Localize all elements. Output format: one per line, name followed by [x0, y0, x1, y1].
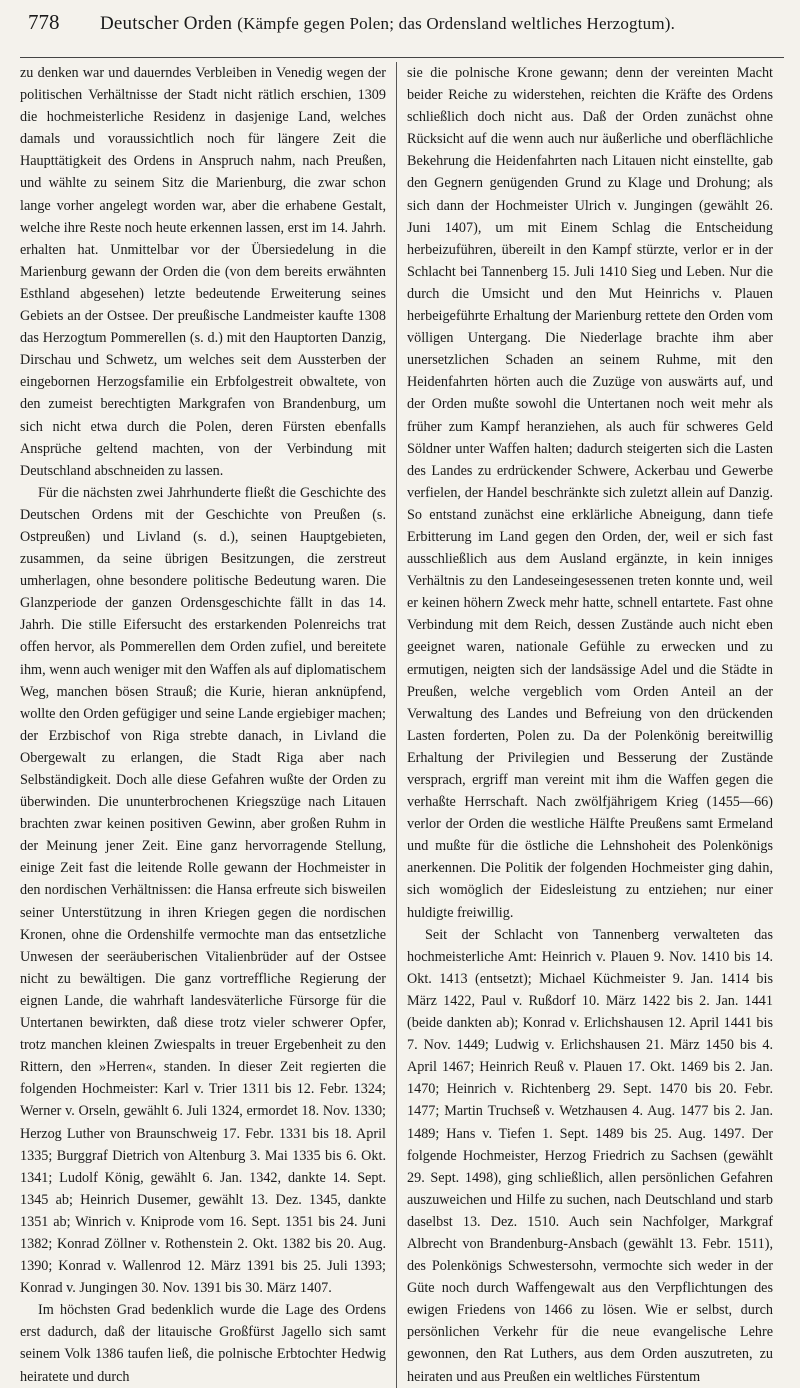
- paragraph: Für die nächsten zwei Jahrhunderte fließt die Geschichte des Deutschen Ordens mit der Geschichte von Preußen (s. Ostpreußen) und Livland (s. d.), seinen Hauptgebieten, zusammen, da seine übrigen Besitzungen, die zerstreut umherlagen, ohne besondere politische Bedeutung waren. Die Glanzperiode der ganzen Ordensgeschichte fällt in das 14. Jahrh. Die stille Eifersucht des erstarkenden Polenreichs trat offen hervor, als Pommerellen dem Orden zufiel, und bereitete ihm, wenn auch weniger mit den Waffen als auf diplomatischem Weg, manchen bösen Strauß; die Kurie, hieran anknüpfend, wollte den Orden gefügiger und seine Lande ergiebiger machen; der Erzbischof von Riga strebte danach, in Livland die Obergewalt zu erlangen, die Stadt Riga aber nach Selbständigkeit. Doch alle diese Gefahren wußte der Orden zu überwinden. Die ununterbrochenen Kriegszüge nach Litauen brachten zwar keinen positiven Gewinn, aber großen Ruhm in der Meinung jener Zeit. Eine ganz hervorragende Stellung, einige Zeit fast die leitende Rolle gewann der Hochmeister in den nordischen Verhältnissen: die Hansa erfreute sich bisweilen seiner Unterstützung in ihren Kriegen gegen die nordischen Kronen, ohne die Ordenshilfe vermochte man das entsetzliche Unwesen der seeräuberischen Vitalienbrüder auf der Ostsee nicht zu bewältigen. Die ganz vortreffliche Regierung der eignen Lande, die wahrhaft landesväterliche Fürsorge für die Untertanen bewirkten, daß diese trotz vieler schwerer Opfer, trotz manchen kleinen Zwiespalts in treuer Ergebenheit zu den Rittern, den »Herren«, standen. In dieser Zeit regierten die folgenden Hochmeister: Karl v. Trier 1311 bis 12. Febr. 1324; Werner v. Orseln, gewählt 6. Juli 1324, ermordet 18. Nov. 1330; Herzog Luther von Braunschweig 17. Febr. 1331 bis 18. April 1335; Burggraf Dietrich von Altenburg 3. Mai 1335 bis 6. Okt. 1341; Ludolf König, gewählt 6. Jan. 1342, dankte 14. Sept. 1345 ab; Heinrich Dusemer, gewählt 13. Dez. 1345, dankte 1351 ab; Winrich v. Kniprode vom 16. Sept. 1351 bis 24. Juni 1382; Konrad Zöllner v. Rothenstein 2. Okt. 1382 bis 20. Aug. 1390; Konrad v. Wallenrod 12. März 1391 bis 25. Juli 1393; Konrad v. Jungingen 30. Nov. 1391 bis 30. März 1407.: [20, 484, 386, 1297]
- right-column: [397, 62, 773, 1388]
- left-column: [20, 62, 396, 1388]
- paragraph: sie die polnische Krone gewann; denn der vereinten Macht beider Reiche zu widerstehen, reichten die Kräfte des Ordens schließlich doch nicht aus. Daß der Orden zunächst ohne Rücksicht auf die wenn auch nur äußerliche und oberflächliche Bekehrung die Heidenfahrten nach Litauen nicht einstellte, gab den Gegnern genügenden Grund zu Klage und Drohung; als sich dann der Hochmeister Ulrich v. Jungingen (gewählt 26. Juni 1407), um mit Einem Schlag die Entscheidung herbeizuführen, übereilt in den Kampf stürzte, verlor er in der Schlacht bei Tannenberg 15. Juli 1410 Sieg und Leben. Nur die durch die Umsicht und den Mut Heinrichs v. Plauen herbeigeführte Erhaltung der Marienburg rettete den Orden vom völligen Untergang. Die Niederlage brachte ihm aber unersetzlichen Schaden an seinem Ruhme, mit den Heidenfahrten hörten auch die Zuzüge von auswärts auf, und der Orden mußte sowohl die Untertanen noch weit mehr als früher zum Kampf heranziehen, als auch für schweres Geld Söldner unter Waffen halten; dadurch steigerten sich die Lasten des Landes zu erdrückender Schwere, Ackerbau und Gewerbe verfielen, der Handel beschränkte sich zuletzt allein auf Danzig. So entstand zunächst eine erklärliche Abneigung, dann tiefe Erbitterung im Land gegen den Orden, der, weil er sich fast ausschließlich aus dem Ausland ergänzte, in kein inniges Verhältnis zu den Landeseingesessenen treten konnte und, weil er keinen höhern Zweck mehr hatte, schnell entartete. Fast ohne Verbindung mit dem Reich, dessen Zustände auch nicht eben geeignet waren, nationale Gefühle zu erwecken und zu ermutigen, neigten sich der landsässige Adel und die Städte in Preußen, welche vergeblich vom Orden Anteil an der Verwaltung des Landes und Befreiung von den drückenden Lasten forderten, Polen zu. Da der Polenkönig bereitwillig Erhaltung der Privilegien und Besserung der Zustände versprach, ergriff man vereint mit ihm die Waffen gegen die verhaßte Herrschaft. Nach zwölfjährigem Krieg (1455—66) verlor der Orden die westliche Hälfte Preußens samt Ermeland und mußte für die östliche die Lehnshoheit des Polenkönigs anerkennen. Die Politik der folgenden Hochmeister ging dahin, sich womöglich der Eidesleistung zu entziehen; nur einer huldigte freiwillig.: [407, 65, 773, 921]
- paragraph: Im höchsten Grad bedenklich wurde die Lage des Ordens erst dadurch, daß der litauische Großfürst Jagello sich samt seinem Volk 1386 taufen ließ, die polnische Erbtochter Hedwig heiratete und durch: [20, 1302, 386, 1385]
- text-columns: [20, 62, 784, 1388]
- paragraph: zu denken war und dauerndes Verbleiben in Venedig wegen der politischen Verhältnisse der Stadt nicht rätlich erschien, 1309 die hochmeisterliche Residenz in dasjenige Land, welches damals und voraussichtlich noch für längere Zeit die Haupttätigkeit des Ordens in Anspruch nahm, nach Preußen, und wählte zu seinem Sitz die Marienburg, die zwar schon lange vorher angelegt worden war, aber die erhabene Gestalt, welche ihre Reste noch heute erkennen lassen, erst im 14. Jahrh. erhalten hat. Unmittelbar vor der Übersiedelung in die Marienburg gewann der Orden die (von dem bereits erwähnten Esthland abgesehen) letzte bedeutende Erweiterung seines Gebiets an der Ostsee. Der preußische Landmeister kaufte 1308 das Herzogtum Pommerellen (s. d.) mit den Hauptorten Danzig, Dirschau und Schwetz, um welches seit dem Aussterben der eingebornen Herzogsfamilie ein Erbfolgestreit obwaltete, von den zumeist berechtigten Markgrafen von Brandenburg, um sich nicht etwa durch die Polen, deren Fürsten ebenfalls Ansprüche geltend machten, von der Verbindung mit Deutschland abschneiden zu lassen.: [20, 65, 386, 479]
- running-head-title: Deutscher Orden: [100, 13, 233, 34]
- page-number: 778: [28, 10, 60, 34]
- running-head-subtitle: (Kämpfe gegen Polen; das Ordensland weltliches Herzogtum).: [237, 14, 676, 33]
- page-header: [20, 10, 784, 58]
- dictionary-page: [20, 10, 784, 1385]
- paragraph: Seit der Schlacht von Tannenberg verwalteten das hochmeisterliche Amt: Heinrich v. Plauen 9. Nov. 1410 bis 14. Okt. 1413 (entsetzt); Michael Küchmeister 9. Jan. 1414 bis März 1422, Paul v. Rußdorf 10. März 1422 bis 2. Jan. 1441 (beide dankten ab); Konrad v. Erlichshausen 12. April 1441 bis 7. Nov. 1449; Ludwig v. Erlichshausen 21. März 1450 bis 4. April 1467; Heinrich Reuß v. Plauen 17. Okt. 1469 bis 2. Jan. 1470; Heinrich v. Richtenberg 29. Sept. 1470 bis 20. Febr. 1477; Martin Truchseß v. Wetzhausen 4. Aug. 1477 bis 2. Jan. 1489; Hans v. Tiefen 1. Sept. 1489 bis 25. Aug. 1497. Der folgende Hochmeister, Herzog Friedrich zu Sachsen (gewählt 29. Sept. 1498), ging schließlich, allen persönlichen Gefahren auszuweichen und Hilfe zu suchen, nach Deutschland und starb daselbst 13. Dez. 1510. Auch sein Nachfolger, Markgraf Albrecht von Brandenburg-Ansbach (gewählt 13. Febr. 1511), des Polenkönigs Schwestersohn, vermochte sich weder in der Güte noch durch Waffengewalt aus den Verpflichtungen des ewigen Friedens von 1466 zu lösen. Wie er selbst, durch persönlichen Verkehr für die neue evangelische Lehre gewonnen, den Rat Luthers, aus dem Orden auszutreten, zu heiraten und aus Preußen ein weltliches Fürstentum: [407, 926, 773, 1385]
- running-head: [100, 13, 675, 35]
